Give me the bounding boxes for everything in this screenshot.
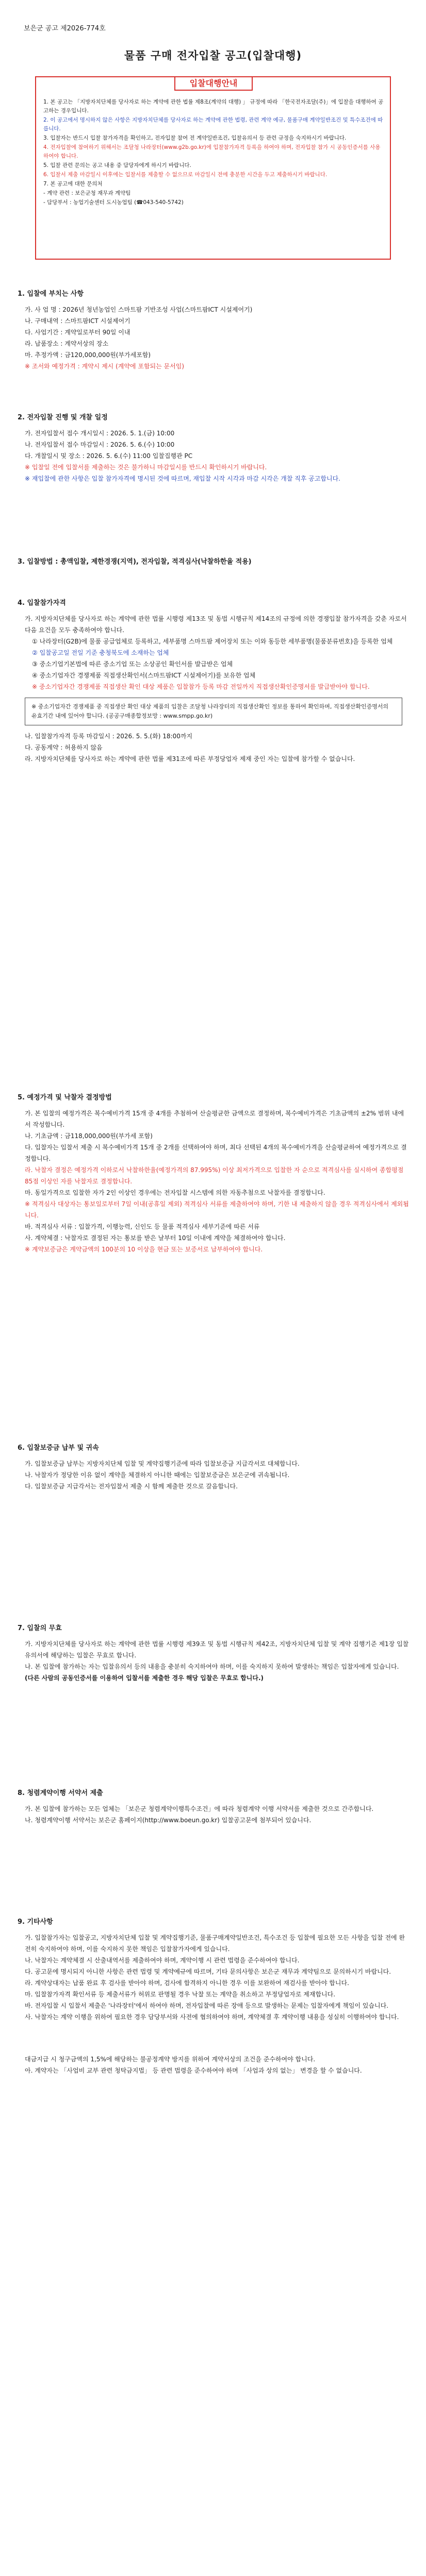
section-note: ※ 입찰일 전에 입찰서를 제출하는 것은 불가하니 마감일시를 반드시 확인하시기 바랍니다. — [25, 464, 267, 471]
section-bid-items — [18, 289, 409, 372]
section-item: 나. 청렴계약이행 서약서는 보은군 홈페이지(http://www.boeun.go.kr) 입찰공고문에 첨부되어 있습니다. — [25, 1817, 312, 1824]
section-note: ※ 중소기업자간 경쟁제품 직접생산 확인 대상 제품은 입찰참가 등록 마감 전일까지 직접생산확인증명서를 발급받아야 합니다. — [32, 683, 370, 690]
section-heading: 5. 예정가격 및 낙찰자 결정방법 — [18, 1094, 112, 1101]
section-note: ※ 적격심사 대상자는 통보일로부터 7일 이내(공휴일 제외) 적격심사 서류를 제출하여야 하며, 기한 내 제출하지 않을 경우 적격심사에서 제외됩니다. — [25, 1200, 409, 1219]
section-item: 가. 지방자치단체를 당사자로 하는 계약에 관한 법률 시행령 제13조 및 동법 시행규칙 제14조의 규정에 의한 경쟁입찰 참가자격을 갖춘 자로서 다음 요건을 모두 충족하여야 합니다. — [25, 615, 407, 634]
section-item: 가. 본 입찰에 참가하는 모든 업체는 「보은군 청렴계약이행특수조건」에 따라 청렴계약 이행 서약서를 제출한 것으로 간주합니다. — [25, 1805, 374, 1812]
section-item: 라. 계약상대자는 납품 완료 후 검사를 받아야 하며, 검사에 합격하지 아니한 경우 이를 보완하여 재검사를 받아야 합니다. — [25, 1979, 349, 1987]
section-note: 아. 계약자는 「사업비 교부 관련 청탁금지법」 등 관련 법령을 준수하여야 하며 「사업과 상의 없는」 변경을 할 수 없습니다. — [25, 2067, 362, 2074]
section-item: 사. 낙찰자는 계약 이행을 위하여 필요한 경우 담당부서와 사전에 협의하여야 하며, 계약체결 후 계약이행 내용을 성실히 이행하여야 합니다. — [25, 2013, 399, 2021]
section-item: 다. 개찰일시 및 장소 : 2026. 5. 6.(수) 11:00 입찰집행관 PC — [25, 452, 193, 460]
section-schedule — [18, 412, 409, 484]
section-heading: 4. 입찰참가자격 — [18, 599, 66, 607]
section-item: 다. 공동계약 : 허용하지 않음 — [25, 744, 103, 751]
section-item: 나. 전자입찰서 접수 마감일시 : 2026. 5. 6.(수) 10:00 — [25, 441, 175, 448]
section-item: 마. 추정가액 : 금120,000,000원(부가세포함) — [25, 351, 151, 359]
section-item: 라. 납품장소 : 계약서상의 장소 — [25, 340, 109, 347]
section-item: 다. 입찰보증금 지급각서는 전자입찰서 제출 시 함께 제출한 것으로 갈음합니다. — [25, 1483, 238, 1490]
section-note: (다른 사람의 공동인증서를 이용하여 입찰서를 제출한 경우 해당 입찰은 무효로 합니다.) — [25, 1674, 264, 1682]
section-item: 가. 지방자치단체를 당사자로 하는 계약에 관한 법률 시행령 제39조 및 동법 시행규칙 제42조, 지방자치단체 입찰 및 계약 집행기준 제1장 입찰유의서에 해당하는 입찰은 무효로 합니다. — [25, 1640, 409, 1659]
section-item: 나. 낙찰자는 계약체결 시 산출내역서를 제출하여야 하며, 계약이행 시 관련 법령을 준수하여야 합니다. — [25, 1957, 300, 1964]
notice-line: 6. 입찰서 제출 마감일시 이후에는 입찰서를 제출할 수 없으므로 마감일시 전에 충분한 시간을 두고 제출하시기 바랍니다. — [43, 172, 327, 178]
section-heading: 7. 입찰의 무효 — [18, 1624, 62, 1632]
section-item: 가. 본 입찰의 예정가격은 복수예비가격 15개 중 4개를 추첨하여 산술평균한 금액으로 결정하며, 복수예비가격은 기초금액의 ±2% 범위 내에서 작성합니다. — [25, 1110, 404, 1128]
section-item: 다. 사업기간 : 계약일로부터 90일 이내 — [25, 329, 130, 336]
section-award-method — [18, 1092, 409, 1255]
notice-line: 1. 본 공고는 「지방자치단체를 당사자로 하는 계약에 관한 법률 제8조(계약의 대행) 」 규정에 따라 「한국전자조달(주)」에 입찰을 대행하여 공고하는 경우입니다. — [43, 99, 384, 114]
section-item: ④ 중소기업자간 경쟁제품 직접생산확인서(스마트팜ICT 시설제어기)를 보유한 업체 — [32, 672, 256, 679]
notice-line: - 계약 관련 : 보은군청 재무과 계약팀 — [43, 190, 131, 196]
section-heading: 1. 입찰에 부치는 사항 — [18, 290, 84, 298]
section-qualifications — [18, 598, 409, 765]
section-item: 나. 낙찰자가 정당한 이유 없이 계약을 체결하지 아니한 때에는 입찰보증금은 보은군에 귀속됩니다. — [25, 1471, 290, 1479]
page-title: 물품 구매 전자입찰 공고(입찰대행) — [124, 49, 302, 62]
section-item: 바. 적격심사 서류 : 입찰가격, 이행능력, 신인도 등 물품 적격심사 세부기준에 따른 서류 — [25, 1223, 260, 1230]
section-note: 대금지급 시 청구금액의 1,5%에 해당하는 불공정계약 방지를 위하여 계약서상의 조건을 준수하여야 합니다. — [25, 2056, 316, 2063]
section-item: ① 나라장터(G2B)에 물품 공급업체로 등록하고, 세부품명 스마트팜 제어장치 또는 이와 동등한 세부품명(물품분류번호)을 등록한 업체 — [32, 638, 393, 645]
bidding-agent-notice-box — [35, 76, 391, 260]
notice-number: 보은군 공고 제2026-774호 — [24, 25, 106, 32]
section-item: 나. 본 입찰에 참가하는 자는 입찰유의서 등의 내용을 충분히 숙지하여야 하며, 이를 숙지하지 못하여 발생하는 책임은 입찰자에게 있습니다. — [25, 1663, 399, 1670]
section-item: 라. 지방자치단체를 당사자로 하는 계약에 관한 법률 제31조에 따른 부정당업자 제재 중인 자는 입찰에 참가할 수 없습니다. — [25, 755, 355, 762]
section-item: 마. 입찰참가자격 확인서류 등 제출서류가 허위로 판명될 경우 낙찰 또는 계약을 취소하고 부정당업자로 제재합니다. — [25, 1991, 336, 1998]
section-item: 다. 입찰자는 입찰서 제출 시 복수예비가격 15개 중 2개를 선택하여야 하며, 최다 선택된 4개의 복수예비가격을 산술평균하여 예정가격으로 결정합니다. — [25, 1144, 407, 1162]
section-invalid-bids — [18, 1623, 409, 1684]
section-item: 나. 구매내역 : 스마트팜ICT 시설제어기 — [25, 317, 130, 325]
section-note: ※ 조서와 예정가격 : 계약시 제시 (계약에 포함되는 문서임) — [25, 363, 185, 370]
section-heading: 9. 기타사항 — [18, 1918, 53, 1926]
notice-line: - 담당부서 : 농업기술센터 도시농업팀 (☎043-540-5742) — [43, 199, 184, 206]
notice-box-title: 입찰대행안내 — [174, 76, 253, 91]
section-item: 가. 전자입찰서 접수 개시일시 : 2026. 5. 1.(금) 10:00 — [25, 430, 175, 437]
section-item: 마. 동일가격으로 입찰한 자가 2인 이상인 경우에는 전자입찰 시스템에 의한 자동추첨으로 낙찰자를 결정합니다. — [25, 1189, 325, 1196]
section-note: ※ 재입찰에 관한 사항은 입찰 참가자격에 명시된 것에 따르며, 재입찰 시작 시각과 마감 시각은 개찰 직후 공고합니다. — [25, 475, 340, 482]
section-item: 라. 낙찰자 결정은 예정가격 이하로서 낙찰하한율(예정가격의 87.995%) 이상 최저가격으로 입찰한 자 순으로 적격심사를 실시하여 종합평점 85점 이상인 자를 낙찰자로 결정합니다. — [25, 1166, 404, 1185]
section-bid-deposit — [18, 1443, 409, 1492]
notice-line: 7. 본 공고에 대한 문의처 — [43, 181, 103, 187]
section-heading: 2. 전자입찰 진행 및 개찰 일정 — [18, 414, 108, 421]
section-item: 나. 입찰참가자격 등록 마감일시 : 2026. 5. 5.(화) 18:00까지 — [25, 733, 193, 740]
section-heading: 8. 청렴계약이행 서약서 제출 — [18, 1789, 103, 1797]
section-misc — [18, 1917, 409, 2076]
notice-line: 5. 입찰 관련 문의는 공고 내용 중 담당자에게 하시기 바랍니다. — [43, 162, 191, 168]
notice-line: 4. 전자입찰에 참여하기 위해서는 조달청 나라장터(www.g2b.go.kr)에 입찰참가자격 등록을 하여야 하며, 전자입찰 참가 시 공동인증서를 사용하여야 합니다. — [43, 144, 381, 159]
section-item: ② 입찰공고일 전일 기준 충청북도에 소재하는 업체 — [32, 649, 169, 656]
section-item: 바. 전자입찰 시 입찰서 제출은 '나라장터'에서 하여야 하며, 전자입찰에 따른 장애 등으로 발생하는 문제는 입찰자에게 책임이 있습니다. — [25, 2002, 389, 2009]
section-note: ※ 계약보증금은 계약금액의 100분의 10 이상을 현금 또는 보증서로 납부하여야 합니다. — [25, 1246, 263, 1253]
notice-line: 3. 입찰자는 반드시 입찰 참가자격을 확인하고, 전자입찰 참여 전 계약일반조건, 입찰유의서 등 관련 규정을 숙지하시기 바랍니다. — [43, 135, 347, 141]
section-item: 가. 사 업 명 : 2026년 청년농업인 스마트팜 기반조성 사업(스마트팜ICT 시설제어기) — [25, 306, 253, 313]
section-integrity-pledge — [18, 1788, 409, 1826]
section-item: 나. 기초금액 : 금118,000,000원(부가세 포함) — [25, 1132, 153, 1140]
section-heading: 6. 입찰보증금 납부 및 귀속 — [18, 1444, 99, 1452]
section-item: 사. 계약체결 : 낙찰자로 결정된 자는 통보를 받은 날부터 10일 이내에 계약을 체결하여야 합니다. — [25, 1234, 286, 1242]
notice-line: 2. 이 공고에서 명시하지 않은 사항은 지방자치단체를 당사자로 하는 계약에 관한 법령, 관련 계약 예규, 물품구매 계약일반조건 및 특수조건에 따릅니다. — [43, 117, 383, 132]
section-bid-method — [18, 556, 409, 572]
section-item: 다. 공고문에 명시되지 아니한 사항은 관련 법령 및 계약예규에 따르며, 기타 문의사항은 보은군 재무과 계약팀으로 문의하시기 바랍니다. — [25, 1968, 391, 1975]
direct-production-notice-box: ※ 중소기업자간 경쟁제품 중 직접생산 확인 대상 제품의 입찰은 조달청 나라장터의 직접생산확인 정보를 통하여 확인하며, 직접생산확인증명서의 유효기간 내에 있어야 합니다. (공공구매종합정보망 : www.smpp.go.kr) — [25, 698, 402, 725]
section-item: ③ 중소기업기본법에 따른 중소기업 또는 소상공인 확인서를 발급받은 업체 — [32, 660, 233, 668]
section-heading: 3. 입찰방법 : 총액입찰, 제한경쟁(지역), 전자입찰, 적격심사(낙찰하한율 적용) — [18, 558, 252, 566]
section-item: 가. 입찰보증금 납부는 지방자치단체 입찰 및 계약집행기준에 따라 입찰보증금 지급각서로 대체합니다. — [25, 1460, 300, 1467]
notice-box-body — [43, 98, 384, 208]
section-item: 가. 입찰참가자는 입찰공고, 지방자치단체 입찰 및 계약집행기준, 물품구매계약일반조건, 특수조건 등 입찰에 필요한 모든 사항을 입찰 전에 완전히 숙지하여야 하며, 이를 숙지하지 못한 책임은 입찰참가자에게 있습니다. — [25, 1934, 405, 1953]
